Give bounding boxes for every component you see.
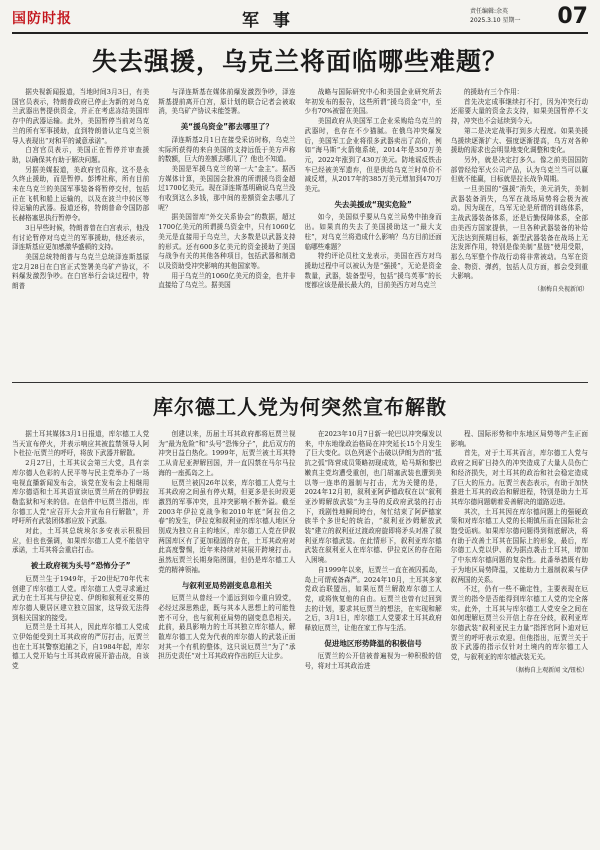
article-paragraph: 美国政府从美国军工企业采购给乌克兰的武器时，也存在不少猫腻。在俄乌冲突爆发后，美国军工企业将很多武器卖出了高价，例如“海马斯”火箭炮系统，2014年是350万美元，2022年涨到了430万美元。防地谣反铁击车已经被美军遗弃，但是供给乌克兰时单价不减反增，从2017年的385万美元增加到470万美元。 xyxy=(304,117,442,194)
newspaper-logo: 国防时报 xyxy=(12,11,72,27)
article1-headline: 失去强援，乌克兰将面临哪些难题？ xyxy=(91,47,508,76)
article2-column-2 xyxy=(158,430,295,850)
subheading: 被土政府视为头号“恐怖分子” xyxy=(30,561,131,571)
article-paragraph: 白宫官员表示，美国正在暂停并审查援助，以确保其有助于解决问题。 xyxy=(12,146,150,164)
article-paragraph: 与泽连斯基在媒体前爆发激烈争吵，泽连斯基提前离开白宫，原计划的联合记者会被取消，美乌矿产协议未能签署。 xyxy=(158,88,296,116)
article-paragraph: 据央视新闻报道，当地时间3月3日，有美国官员表示，特朗普政府已停止为新的对乌克兰武器出售提供资金，并正在考虑冻结美国库存中的武器运输。此外，美国暂停当前对乌克兰的所有军事援助，直到特朗普认定乌克兰领导人表现出“对和平的诚意承诺”。 xyxy=(12,88,150,145)
article2-column-1 xyxy=(12,430,149,850)
article1-column-4 xyxy=(451,88,588,378)
masthead-meta xyxy=(470,7,540,25)
article-source: （据梅自央视新闻） xyxy=(533,286,588,294)
article2-headline: 库尔德工人党为何突然宣布解散 xyxy=(153,395,447,419)
article-paragraph: 美国总统特朗普与乌克兰总统泽连斯基原定2月28日在白宫正式签署美乌矿产协议，不料爆发激烈争吵。在白宫举行会谈过程中，特朗普 xyxy=(12,252,150,291)
section-title: 军 事 xyxy=(242,11,294,31)
article-paragraph: 在2023年10月7日新一轮巴以冲突爆发以来，中东地缘政治格局在冲突延长15个月发生了巨大变化。以色列逐个击破以伊朗为首的“抵抗之弧”阵营成员策略初现成效，哈马斯和黎巴嫩真主党均遭受重创，也门胡塞武装也遭到美以等一连串的遏制与打击，尤为关键的是，2024年12月初，叙利亚阿萨德政权在以“叙利亚沙姆解放武装”为主导的反政府武装的打击下，戏剧性地瞬间垮台，匆忙结束了阿萨德家族半个多世纪的统治，“叙利亚沙姆解放武装”建立的叙利亚过渡政府旋即将矛头对准了叙利亚库尔德武装。在此情形下，叙利亚库尔德武装在叙利亚人在库尔德、伊拉克区的存在陷入困境。 xyxy=(304,430,442,565)
article-paragraph: 一旦美国的“强援”消失，美元消失，美制武器装备消失，乌军在战场局势将会极为被动。因为现在，乌军无论是所谓的训练体系，主战武器装备体系，还是后勤保障体系，全部由美西方国家提供，一旦各种武器装备的补给无法达到预期目标，新型武器装备在战场上无法发挥作用，特别是像美制“星链”使用受限，那么乌军整个作战行动将非常被动。乌军在资金、物资、弹药，包括人员方面，都会受到重大影响。 xyxy=(450,185,588,281)
article-paragraph: 厄贾兰是土耳其人，因此库尔德工人党成立伊始便受到土耳其政府的严厉打击，厄贾兰也在土耳其警察追捕之下，自1984年起，库尔德工人党开始与土耳其政府展开游击战，自该党 xyxy=(12,623,150,671)
article-paragraph: 泽连斯基2月1日在接受采访时称，乌克兰实际所获得的来自美国的支持远低于美方声称的数额，巨大的差额去哪儿了？他也不知道。 xyxy=(158,135,296,164)
subheading: 与叙利亚局势剧变息息相关 xyxy=(181,580,272,590)
page-number: 07 xyxy=(557,4,588,29)
article-paragraph: 第二是决定战事打到多大程度。如果美援乌援续逐渐扩大、强度逐渐提高，乌方对各种援助的需求也会明显地变化调整和变化。 xyxy=(450,126,588,155)
article-paragraph: 战略与国际研究中心和美国企业研究所去年初发布的报告，这些所谓“援乌资金”中，至少有70%被留在美国。 xyxy=(304,88,442,116)
article-paragraph: 厄贾兰生于1949年，于20世纪70年代末创建了库尔德工人党。库尔德工人党寻求通过武力在土耳其与伊拉克、伊朗和叙利亚交界的库尔德人聚居区建立独立国家，这导致无法得到相关国家的接受。 xyxy=(12,574,150,622)
article-paragraph: 如今，美国似乎要从乌克兰局势中抽身而出。如果真的失去了美国援助这一“最大支柱”，对乌克兰将造成什么影响？乌方目前还面临哪些难题？ xyxy=(304,213,442,251)
article-paragraph: 据土耳其媒体3月1日报道，库尔德工人党当天宣布停火，并表示响应其被监禁领导人阿卜杜拉·厄贾兰的呼吁，将放下武器并解散。 xyxy=(12,430,150,458)
article-paragraph: 对此，土耳其总统埃尔多安表示积极回应，但也也强调，如果库尔德工人党不能信守承诺，土耳其将会重启打击。 xyxy=(12,527,150,555)
subheading: 失去美援成“现实危险” xyxy=(334,199,412,209)
article-paragraph: 另据美媒报道，美政府官员称，这不是永久终止援助，而是暂停。彭博社称，所有目前未在乌克兰的美国军事装备将暂停交付，包括正在飞机和船上运输的，以及在波兰中转区等待运输的武器。报道还称，特朗普命令国防部长赫格塞思执行暂停令。 xyxy=(12,165,150,223)
article-paragraph: 厄贾兰被囚26年以来，库尔德工人党与土耳其政府之间虽有停火期，但更多是长时段更激烈的军事冲突，且冲突影响不断外溢。截至2003年伊拉克战争和2010年底“阿拉伯之春”的发生，伊拉克和叙利亚的库尔德人地区分别成为独立自主的地区，库尔德工人党在伊叙两国库区有了更加稳固的存在，土耳其政府对此高度警惕，近年来持续对其展开跨境打击。虽然厄贾兰长期身陷囹圄，但仍是库尔德工人党的精神领袖。 xyxy=(158,478,296,574)
article-paragraph: 另外，就是决定打多久。像之前美国国防部曾经给军火公司产品，认为乌克兰当可以赢但就不能赢，目标就是拉长战争周期。 xyxy=(450,155,588,184)
editor-line: 责任编辑:余英 xyxy=(470,8,509,15)
article1-column-1 xyxy=(12,88,149,378)
article-paragraph: 特约评论员杜文龙表示，美国在西方对乌援助过程中可以被认为是“强援”，无论是资金数量，武器，装备型号，包括“援乌英事”的长度都应该是最长最大的，目前美西方对乌克兰 xyxy=(304,252,442,290)
article-paragraph: 程、国际形势和中东地区局势等产生正面影响。 xyxy=(450,430,588,448)
article-paragraph: 首先，对于土耳其而言，库尔德工人党与政府之间矿日持久的冲突造成了大量人员伤亡和经济损失，对土耳其的政治和社会稳定造成了巨大的压力。厄贾兰表态表示，有助于加快推进土耳其的政治和解进程，特别是助力土耳其库尔德问题朝着妥善解决的道路迈进。 xyxy=(450,449,588,506)
article-paragraph: 的援助有三个作用： xyxy=(463,88,524,96)
article-source: （据梅自上观新闻 文/钮松） xyxy=(512,666,588,674)
article-paragraph: 自1999年以来，厄贾兰一直在被囚孤岛，岛上可谓戒备森严。2024年10月，土耳其多家党政治联盟出，如果厄贾兰解散库尔德工人党，或将恢复他的自由。厄贾兰也曾有过回到去的计划，要求其厄贾兰的想法，在实现和解之后，3月1日，库尔德工人党要求土耳其政府释放厄贾兰，让他在家工作与生活。 xyxy=(304,565,442,633)
article-paragraph: 不过，仍有一些不确定性，主要表现在厄贾兰的指令是否能得到库尔德工人党的完全落实。此外，土耳其与库尔德工人党安全之间在如何理解厄贾兰公开信上存在分歧，叙利亚库尔德武装“叙利亚民主力量”指挥官阿卜迪对厄贾兰的呼吁表示欢迎。但他指出，厄贾兰关于放下武器的指示仅针对土境内的库尔德工人党，与叙利亚的库尔德武装无关。 xyxy=(450,585,588,662)
masthead xyxy=(12,6,588,34)
newspaper-page xyxy=(12,6,588,827)
article2-column-3 xyxy=(305,430,442,850)
article-divider xyxy=(12,382,588,383)
article-paragraph: 3日早些时候，特朗普曾在白宫表示，他没有讨论暂停对乌克兰的军事援助，他还表示，泽连斯基应更加感激华盛顿的支持。 xyxy=(12,223,150,252)
article-paragraph: 据美国智库“外交关系协会”的数据，超过1700亿美元的所谓援乌资金中，只有1060亿美元是直接用于乌克兰，大多数是以武器支持的形式。还有600多亿美元的资金援助了美国与战争有关的其他各种项目，包括武器和制造以及资助受冲突影响的其他国家等。 xyxy=(158,213,296,270)
article1-body xyxy=(12,88,588,378)
article2-column-4 xyxy=(451,430,588,850)
date-line: 2025.3.10 星期一 xyxy=(470,17,521,24)
article-paragraph: 美国是军援乌克兰的第一大“金主”。据西方媒体计算，美国国会批准的所谓援乌资金超过1700亿美元。现在泽连斯基明确说乌克兰没有收到这么多钱，那中间的差额资金去哪儿了呢？ xyxy=(158,164,296,212)
article-paragraph: 其次，土耳其因在库尔德问题上的强硬政策和对库尔德工人党的长期镇压而在国际社会饱受诟病。如果库尔德问题得到彻底解决，将有助于改善土耳其在国际上的形象，最后，库尔德工人党以伊、叙为据点袭击土耳其，增加了中东库尔德问题的复杂性。此番举措既有助于为地区局势降温，又能助力土遏制叙乘与伊叙两国的关系。 xyxy=(450,507,588,584)
article-paragraph: 创建以来，历届土耳其政府都将厄贾兰视为“最为危险”和“头号”恐怖分子”，此后双方的冲突日益白热化。1999年，厄贾兰被土耳其特工从肯尼亚押解回国，并一直囚禁在马尔马拉海的一座孤岛之上。 xyxy=(158,430,296,477)
article-paragraph: 用于乌克兰的1060亿美元的资金，也并非直接给了乌克兰。据美国 xyxy=(158,271,296,290)
article1-column-2 xyxy=(158,88,295,378)
article1-column-3 xyxy=(305,88,442,378)
article-paragraph: 厄贾兰的公开信被普遍视为一种积极的信号，将对土耳其政治进 xyxy=(304,652,442,671)
article-paragraph: 2月27日，土耳其议会第三大党，具有亲库尔德人色彩的人民平等与民主党举办了一场电视直播新闻发布会，该党在发布会上相继用库尔德语和土耳其语宣读厄贾兰所在的伊姆拉勒监狱和写来的信。在信件中厄贾兰指出，库尔德工人党“应召开大会并宣布自行解散”，并呼吁所有武装团体都应放下武器。 xyxy=(12,459,150,526)
article-paragraph: 首先决定成事继续打不打，因为冲突行动还需要大量的资金去支持，如果美国暂停不支持，冲突也不会延续到今天。 xyxy=(450,97,588,126)
subheading: 美“援乌资金”都去哪里了？ xyxy=(180,122,274,132)
article2-body xyxy=(12,430,588,850)
article-paragraph: 厄贾兰从曾经一个遥远到如今重自毁党，必经过深思熟虑，既与其本人思想上的可能性密不可分，也与叙利亚局势的剧变息息相关。此前，最具影响力的土耳其独立库尔德人，解散库尔德工人党为代表的库尔德人的武装正面对其一个有机的整体，这只说厄贾兰“为了”承担历史责任“对土耳其政府作出的巨大让步。 xyxy=(158,594,296,661)
subheading: 促进地区形势降温的积极信号 xyxy=(324,638,422,648)
